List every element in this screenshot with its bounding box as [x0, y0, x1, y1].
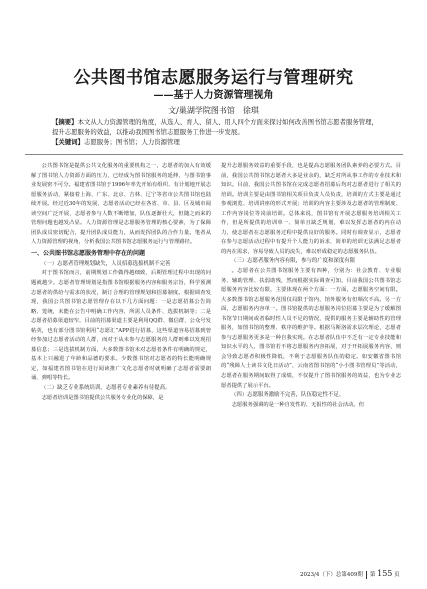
abstract-label: 【摘要】: [52, 118, 78, 126]
subsection-heading-4: （四）志愿服务激励不完善，队伍稳定性不足。: [231, 392, 345, 399]
keywords-label: 【关键词】: [52, 138, 84, 146]
body-paragraph: 对于图书馆而言，前期规划工作做得越细致，后期管理过程中出现的问题就越少。志愿者管理规划是指图书馆根据服务内容和服务宗旨，科学预测志愿者的供给与需求的状况，制订合理的管理规划和招募制度。根据调查发现，我国公共图书馆志愿管理存在以下几方面问题：一是志愿招募公告简略、笼统，未能在公告中明确工作内容，所需人员条件、选拔机制等；二是志愿者招募渠道较窄，目前的招募渠道主要是利用QQ群、微信群、公众号发帖英，也有部分图书馆利用“志愿汇”APP进行招募，这些渠道容易招募到曾经参加过志愿者活动的人群，而对于从未参与志愿服务的人群则难以发现招募信息；三是选拔机制方面，大多数图书馆未对志愿者条件有明确的规定，基本上只融进了年龄和品德的要求。少数图书馆对志愿者的特长能明确规定，如福建省图书馆在进行阅读推广文化志愿者时就明确了志愿者需要朗诵、弹唱等特长。: [31, 270, 211, 382]
footer-divider: [366, 571, 367, 579]
body-paragraph: 志愿服务强调的是一种自发性的、无报性的社会活动。但: [231, 401, 365, 408]
body-paragraph: 提升志愿服务效益的重要手段，也是提高志愿服务团队素养的必要方式。目前，我国公共图书馆志愿者大多是业余的，缺乏对所从事工作的专业技术和知识。目前，我国公共图书馆在完成志愿者招募后均对志愿者进行了相关的培训。培训主要是由图书馆相关项目负责人员负责，培训的方式主要是通过参观浏览、培训讲座的形式开展；培训的内容主要涉及志愿者的管理制度、工作内容岗位等岗前培训。总体来说，图书馆有开展志愿服务培训相关工作，但是所提供的培训单一、简单且缺乏规划，难以发挥志愿者的内在动力，使志愿者在志愿服务过程中提供良好的服务。同时有调查显示，志愿者在参与志愿活动过程中有提升个人能力的诉求，简单的培训无法满足志愿者的内在需求，容易导致人员的流失，难以形成稳定的志愿服务队伍。: [221, 163, 401, 255]
keywords-text: 志愿服务；图书馆；人力资源管理: [83, 138, 180, 146]
page-number: 155: [377, 569, 393, 578]
abstract-text: 本文从人力资源管理的角度，从选人、育人、留人、用人四个方面来探讨如何改善图书馆志愿者服务管理，提升志愿服务的效益，以推动我国图书馆志愿服务工作进一步发展。: [52, 118, 378, 136]
subsection-heading-2: （二）缺乏专业系统培训，志愿者专业素养有待提高。: [41, 385, 171, 392]
page-label: 第: [369, 572, 376, 578]
keywords: [52, 137, 382, 147]
header-divider: [25, 154, 403, 155]
subsection-heading-1: （一）志愿者管理规划缺失，人员招募选拔机制不完善: [41, 260, 171, 267]
section-heading-1: 一、公共图书馆志愿服务管理中存在的问题: [31, 249, 146, 257]
right-column: [221, 162, 401, 410]
abstract-block: [52, 117, 382, 147]
author-byline: 文/巢湖学院图书馆 徐琪: [168, 106, 259, 115]
left-column: [31, 162, 211, 403]
page-footer: [300, 569, 400, 579]
body-paragraph: 。志愿者在公共图书馆服务主要有四种，分别为：社会教育、专业服务、辅助管理、扶弱助残，然而根据实际调查可知，目前我国公共图书馆志愿服务内容比较有限，主要体现在两个方面：一方面，志愿服务空间有限。大多数图书馆志愿服务范围仅局限于馆内，馆外服务有但频次不高。另一方面，志愿服务内容单一。图书馆提供的志愿服务岗位招募主要是为了缓解图书馆节日期间或者临时性人员不足的情况，提供的服务主要是辅助性的管理服务，如图书馆的整理、秩序的维护等。根据马斯洛需求层次理论，志愿者参与志愿服务更多是一种自我实现。在志愿者队伍中不乏有一定专业技能和知识水平的人，图书馆若不将志愿服务内容拓展，对于开拓展服务内容，则会导致志愿者积极性降低，不利于志愿服务队伍的稳定。如安徽省图书馆的“残障人士读书文化日活动”，云南省图书馆的“小小图书管理员”等活动，志愿者在服务期间取得了成绩，不仅提升了图书馆服务的效益，也为专业志愿者提供了展示平台。: [221, 268, 401, 389]
intro-paragraph: 公共图书馆是提供公共文化服务的重要机构之一，志愿者的加入有效缓解了图书馆人力资源方面的压力，已经成为图书馆服务的延伸，与图书馆事业发展密不可分。福建省图书馆于1996年率先开始有组织、有计划地开展志愿服务活动，紧接着上海、广东、北京、吉林、辽宁等省市公共图书馆也陆续开展。经过近30年的发展，志愿者活动已经在各省、市、县、区及城市阅读空间广泛开展，志愿者参与人数不断增加，队伍逐渐壮大，但随之而来的管理问题也越发凸显。人力资源管理是志愿服务管理的核心要素，为了保障团队成员密切配合，提升团队成员能力，从而发挥团队的合作力量。笔者从人力资源管理的视角，分析我国公共图书馆志愿服务运行与管理路径。: [31, 163, 211, 246]
issue-info: 2023/4（下）总第409期: [300, 572, 363, 578]
article-title: 公共图书馆志愿服务运行与管理研究: [73, 68, 354, 88]
abstract: [52, 117, 382, 137]
subsection-heading-3: （三）志愿者服务内容有限，参与的广度和深度有限: [231, 258, 355, 265]
body-paragraph: 志愿者培训是图书馆提供公共服务专业化的保障，是: [41, 394, 164, 401]
page-suffix: 页: [394, 572, 400, 578]
article-subtitle: ——基于人力资源管理视角: [153, 90, 274, 101]
